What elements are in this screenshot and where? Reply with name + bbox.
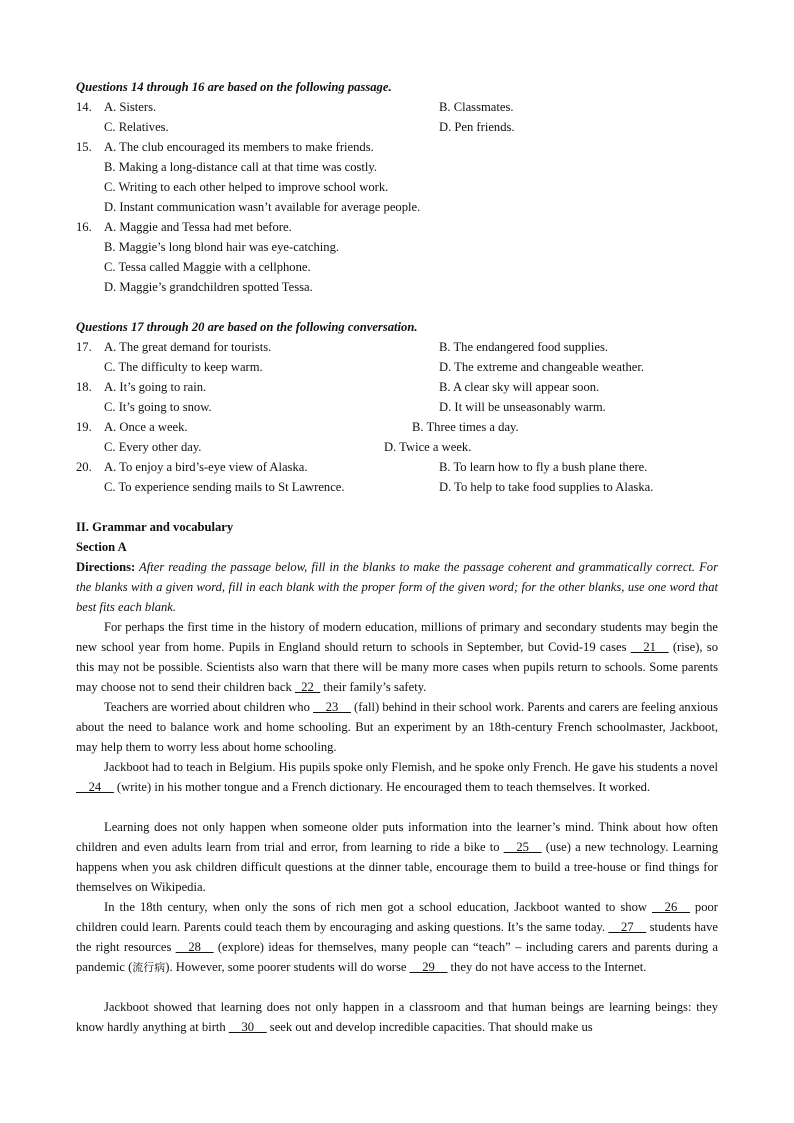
blank-21: __21__: [630, 640, 669, 654]
option-d: D. Maggie’s grandchildren spotted Tessa.: [104, 280, 313, 294]
option-d: D. Pen friends.: [439, 120, 515, 134]
directions-text: After reading the passage below, fill in the blanks to make the passage coherent and grammatically correct. For the blanks with a given word, fill in each blank with the proper form of the given word; for the other blanks, use one word that best fits each blank.: [76, 560, 718, 614]
option-c: C. Tessa called Maggie with a cellphone.: [104, 260, 311, 274]
option-b: B. The endangered food supplies.: [439, 340, 609, 354]
passage-text: Teachers are worried about children who: [104, 700, 314, 714]
option-d: D. It will be unseasonably warm.: [439, 400, 606, 414]
passage-text: (fall) behind in their school work. Parents and carers are feeling anxious about the need to balance work and home schooling. But an experiment by an 18th-century French schoolmaster, Jackboot, may help them to worry less about home schooling.: [76, 700, 719, 754]
chinese-gloss: 流行病: [132, 961, 166, 974]
option-c: C. It’s going to snow.: [104, 400, 212, 414]
passage-paragraph-6: [76, 997, 718, 1037]
passage-paragraph-2: [76, 697, 718, 757]
passage-text: (write) in his mother tongue and a French dictionary. He encouraged them to teach themselves. It worked.: [113, 780, 651, 794]
passage-text: Jackboot had to teach in Belgium. His pupils spoke only Flemish, and he spoke only French. He gave his students a novel: [104, 760, 718, 774]
option-b: B. Making a long-distance call at that time was costly.: [104, 160, 378, 174]
blank-25: __25__: [503, 840, 542, 854]
passage-text: (rise), so this may not be possible. Scientists also warn that there will be many more cases when pupils return to schools. Some parents may choose not to send their children back: [76, 640, 719, 694]
option-d: D. To help to take food supplies to Alaska.: [439, 480, 654, 494]
passage-text: students have the right resources: [76, 920, 718, 954]
blank-30: __30__: [228, 1020, 267, 1034]
option-d: D. Twice a week.: [384, 440, 472, 454]
option-d: D. Instant communication wasn’t available for average people.: [104, 200, 421, 214]
passage-text: Jackboot showed that learning does not only happen in a classroom and that human beings are learning beings: they know hardly anything at birth: [76, 1000, 718, 1034]
option-c: C. Every other day.: [104, 440, 202, 454]
option-c: C. The difficulty to keep warm.: [104, 360, 263, 374]
passage-text: their family’s safety.: [320, 680, 427, 694]
option-c: C. To experience sending mails to St Lawrence.: [104, 480, 345, 494]
question-number: 17.: [76, 340, 92, 354]
option-a: A. To enjoy a bird’s-eye view of Alaska.: [104, 460, 308, 474]
option-a: A. Maggie and Tessa had met before.: [104, 220, 292, 234]
question-number: 20.: [76, 460, 92, 474]
option-b: B. Three times a day.: [412, 420, 519, 434]
passage-text: For perhaps the first time in the history of modern education, millions of primary and secondary students may begin the new school year from home. Pupils in England should return to schools in September, but Covid-19 cases: [76, 620, 718, 654]
option-a: A. The club encouraged its members to make friends.: [104, 140, 374, 154]
section-title: Section A: [76, 540, 127, 554]
blank-24: __24__: [76, 780, 114, 794]
blank-27: __27__: [608, 920, 647, 934]
question-number: 14.: [76, 100, 92, 114]
option-c: C. Writing to each other helped to improve school work.: [104, 180, 389, 194]
passage-paragraph-1: [76, 617, 718, 697]
passage-text: seek out and develop incredible capacities. That should make us: [266, 1020, 593, 1034]
blank-26: __26__: [652, 900, 690, 914]
option-b: B. Maggie’s long blond hair was eye-catching.: [104, 240, 340, 254]
question-number: 16.: [76, 220, 92, 234]
passage-text: they do not have access to the Internet.: [447, 960, 647, 974]
directions: [76, 557, 718, 617]
option-a: A. Once a week.: [104, 420, 188, 434]
option-a: A. Sisters.: [104, 100, 157, 114]
blank-29: __29__: [409, 960, 448, 974]
passage-text: In the 18th century, when only the sons of rich men got a school education, Jackboot wanted to show: [104, 900, 653, 914]
passage-paragraph-5: [76, 897, 718, 978]
passage-text: ). However, some poorer students will do worse: [165, 960, 410, 974]
passage-paragraph-4: [76, 817, 718, 897]
question-number: 19.: [76, 420, 92, 434]
section-heading-passage: Questions 14 through 16 are based on the following passage.: [76, 80, 392, 94]
passage-paragraph-3: [76, 757, 718, 797]
directions-label: Directions:: [76, 560, 136, 574]
question-number: 15.: [76, 140, 92, 154]
passage-text: Learning does not only happen when someone older puts information into the learner’s mind. Think about how often children and even adults learn from trial and error, from learning to ride a bike to: [76, 820, 718, 854]
passage-text: (explore) ideas for themselves, many people can “teach” – including carers and parents during a pandemic (: [76, 940, 718, 974]
option-d: D. The extreme and changeable weather.: [439, 360, 645, 374]
option-b: B. A clear sky will appear soon.: [439, 380, 600, 394]
option-b: B. Classmates.: [439, 100, 514, 114]
passage-text: (use) a new technology. Learning happens when you ask children difficult questions at the dinner table, encourage them to build a tree-house or find things for themselves on Wikipedia.: [76, 840, 718, 894]
option-b: B. To learn how to fly a bush plane there.: [439, 460, 648, 474]
blank-28: __28__: [175, 940, 214, 954]
blank-22: _22_: [294, 680, 321, 694]
option-a: A. It’s going to rain.: [104, 380, 207, 394]
option-a: A. The great demand for tourists.: [104, 340, 272, 354]
option-c: C. Relatives.: [104, 120, 169, 134]
blank-23: __23__: [313, 700, 351, 714]
passage-text: poor children could learn. Parents could teach them by encouraging and asking questions. It’s the same today.: [76, 900, 718, 934]
part-title: II. Grammar and vocabulary: [76, 520, 234, 534]
question-number: 18.: [76, 380, 92, 394]
section-heading-conversation: Questions 17 through 20 are based on the following conversation.: [76, 320, 418, 334]
